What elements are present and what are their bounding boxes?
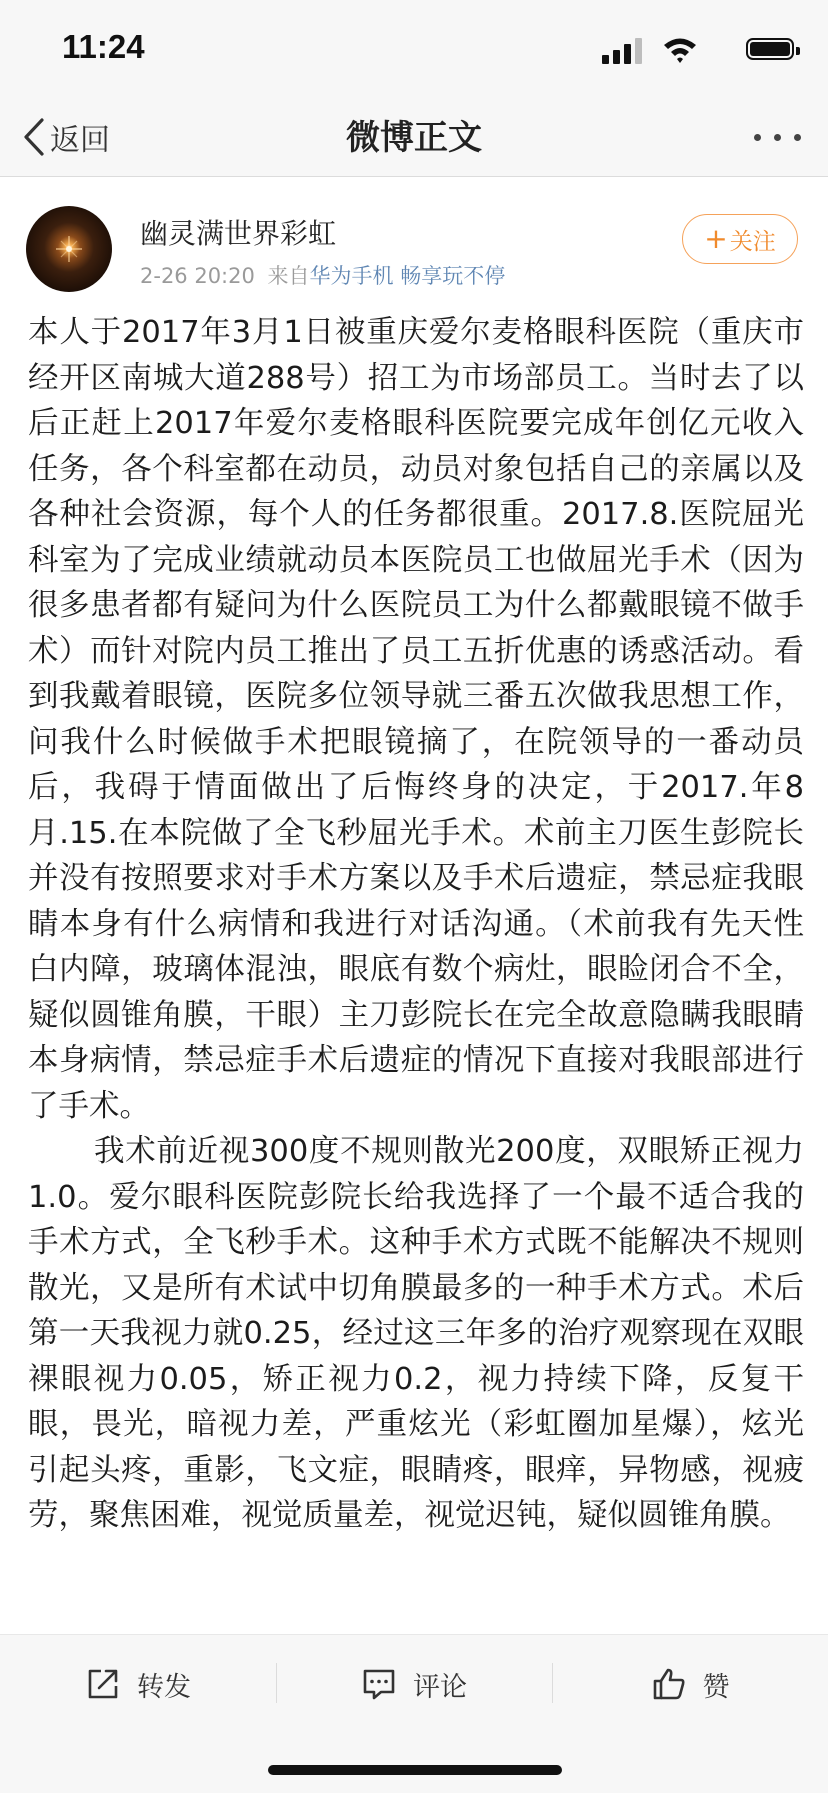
follow-label: 关注 [729,228,776,255]
action-bar [0,1634,828,1793]
status-time: 11:24 [62,28,145,65]
like-button[interactable] [552,1635,828,1733]
battery-icon [746,38,794,60]
author-header [0,178,828,290]
thumbs-up-icon [651,1666,687,1702]
like-label: 赞 [702,1671,730,1703]
nav-bar [0,100,828,177]
avatar-image [26,206,112,292]
comment-button[interactable] [276,1635,552,1733]
post-paragraph-2: 我术前近视300度不规则散光200度，双眼矫正视力1.0。爱尔眼科医院彭院长给我选择了一个最不适合我的手术方式，全飞秒手术。这种手术方式既不能解决不规则散光，又是所有术试中切角膜最多的一种手术方式。术后第一天我视力就0.25，经过这三年多的治疗观察现在双眼裸眼视力0.05，矫正视力0.2，视力持续下降，反复干眼，畏光，暗视力差，严重炫光（彩虹圈加星爆），炫光引起头疼，重影，飞文症，眼睛疼，眼痒，异物感，视疲劳，聚焦困难，视觉质量差，视觉迟钝，疑似圆锥角膜。 [28,1134,804,1533]
post-time: 2-26 20:20 [140,264,255,288]
status-bar [0,0,828,100]
home-indicator[interactable] [268,1765,562,1775]
repost-label: 转发 [137,1671,191,1703]
author-name[interactable]: 幽灵满世界彩虹 [140,217,337,250]
source-prefix: 来自 [267,264,310,288]
signal-icon [602,36,644,64]
more-dots-icon[interactable] [754,126,804,150]
repost-button[interactable] [0,1635,276,1733]
avatar[interactable] [26,206,112,292]
back-label: 返回 [50,123,110,158]
post-body [28,310,804,1539]
wifi-icon [662,36,698,64]
plus-icon: + [704,222,728,255]
post-meta [140,260,505,290]
share-icon [85,1666,121,1702]
comment-label: 评论 [413,1671,467,1703]
post-source[interactable]: 华为手机 畅享玩不停 [309,264,506,288]
page-title: 微博正文 [346,118,482,158]
post-paragraph-1: 本人于2017年3月1日被重庆爱尔麦格眼科医院（重庆市经开区南城大道288号）招工为市场部员工。当时去了以后正赶上2017年爱尔麦格眼科医院要完成年创亿元收入任务，各个科室都在动员，动员对象包括自己的亲属以及各种社会资源，每个人的任务都很重。2017.8.医院屈光科室为了完成业绩就动员本医院员工也做屈光手术（因为很多患者都有疑问为什么医院员工为什么都戴眼镜不做手术）而针对院内员工推出了员工五折优惠的诱惑活动。看到我戴着眼镜，医院多位领导就三番五次做我思想工作，问我什么时候做手术把眼镜摘了，在院领导的一番动员后，我碍于情面做出了后悔终身的决定，于2017.年8月.15.在本院做了全飞秒屈光手术。术前主刀医生彭院长并没有按照要求对手术方案以及手术后遗症，禁忌症我眼睛本身有什么病情和我进行对话沟通。（术前我有先天性白内障，玻璃体混浊，眼底有数个病灶，眼睑闭合不全，疑似圆锥角膜，干眼）主刀彭院长在完全故意隐瞒我眼睛本身病情，禁忌症手术后遗症的情况下直接对我眼部进行了手术。 [28,315,804,1124]
comment-icon [361,1666,397,1702]
follow-button[interactable] [682,214,798,264]
